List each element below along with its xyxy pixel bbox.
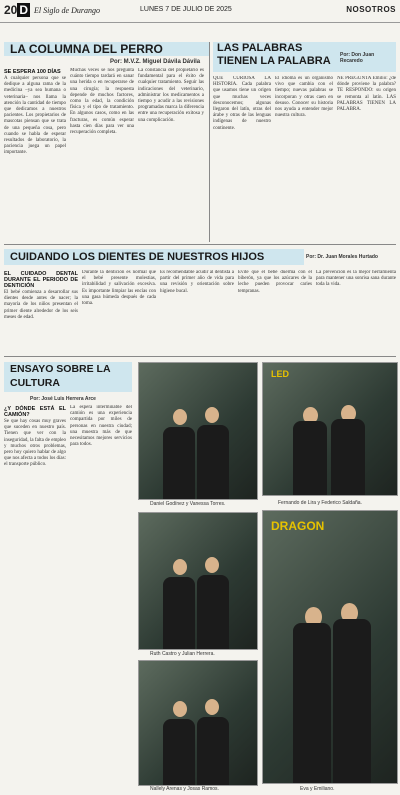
- dientes-col1: EL CUIDADO DENTAL DURANTE EL PERIODO DE DENTICIÓN El bebé comienza a desarrollar sus dientes desde antes de nacer; la mayoría de los niños presentan el primer diente alrededor de los seis meses de edad.: [4, 271, 78, 320]
- photo-5: [262, 510, 398, 784]
- dientes-col4: Evite que el bebé duerma con el biberón, ya que los azúcares de la leche pueden provocar caries tempranas.: [238, 270, 312, 294]
- photo-2: [262, 362, 398, 496]
- photo-5-caption: Eva y Emiliano.: [300, 786, 335, 792]
- dientes-title-band: [4, 249, 304, 265]
- photo-3-caption: Ruth Castro y Julian Herrera.: [150, 651, 215, 657]
- palabras-col1: QUE CURIOSA LA HISTORIA. Cada palabra que usamos tiene un origen que muchas veces desconocemos; algunas llegaron del latín, otras del árabe y otras de las lenguas indígenas de nuestro continente.: [213, 76, 271, 131]
- ensayo-title-line1: ENSAYO SOBRE LA: [10, 363, 111, 375]
- dientes-col5: La prevención es la mejor herramienta para mantener una sonrisa sana durante toda la vida.: [316, 270, 396, 288]
- column-perro-byline: Por: M.V.Z. Miguel Dávila Dávila: [110, 59, 201, 65]
- banner-text: LED: [271, 369, 289, 379]
- column-perro-subhead: SE ESPERA 100 DÍAS: [4, 69, 61, 75]
- dientes-col2: Durante la dentición es normal que el bebé presente molestias, irritabilidad y salivación excesiva. Es importante limpiar las encías con una gasa húmeda después de cada toma.: [82, 270, 156, 307]
- column-perro-title: LA COLUMNA DEL PERRO: [10, 42, 163, 56]
- photo-4-caption: Nallely Arenas y Josas Ramos.: [150, 786, 219, 792]
- page-number: 20 D: [4, 3, 29, 17]
- palabras-byline: Por: Don Juan Recaredo: [340, 52, 375, 64]
- photo-4: [138, 660, 258, 786]
- banner-text: DRAGON: [271, 519, 325, 533]
- dientes-byline: Por: Dr. Juan Morales Hurtado: [306, 254, 378, 260]
- column-divider: [209, 42, 210, 242]
- issue-date: LUNES 7 DE JULIO DE 2025: [140, 6, 232, 13]
- dientes-subhead: EL CUIDADO DENTAL DURANTE EL PERIODO DE DENTICIÓN: [4, 271, 78, 289]
- ensayo-col2: La espera interminable del camión es una experiencia compartida por miles de personas en nuestra ciudad; una muestra más de que necesitamos mejores servicios para todos.: [70, 405, 132, 448]
- dientes-title: CUIDANDO LOS DIENTES DE NUESTROS HIJOS: [10, 251, 265, 263]
- ensayo-title-line2: CULTURA: [10, 377, 60, 389]
- section-name: NOSOTROS: [346, 5, 396, 14]
- ensayo-title-band: [4, 362, 132, 392]
- section-divider: [4, 244, 396, 245]
- ensayo-byline: Por: José Luis Herrera Arce: [30, 396, 96, 402]
- photo-1-caption: Daniel Godínez y Vanessa Torres.: [150, 501, 226, 507]
- section-divider: [4, 356, 396, 357]
- newspaper-name: El Siglo de Durango: [34, 6, 100, 15]
- palabras-title-line2: TIENEN LA PALABRA: [217, 55, 331, 67]
- photo-3: [138, 512, 258, 650]
- ensayo-subhead: ¿Y DÓNDE ESTÁ EL CAMIÓN?: [4, 406, 66, 418]
- column-perro-col1: SE ESPERA 100 DÍAS A cualquier persona que se dedique a alguna rama de la medicina –ya sea humana o veterinaria– nos llama la atención la cantidad de tiempo que dedicamos a nuestros pacientes. Los propietarios de mascotas piensan que se trata de una pequeña cosa, pero cuando se habla de esperar resultados de laboratorio, la paciencia juega un papel importante.: [4, 69, 66, 156]
- palabras-col3: NE PREGUNTA Emilio: ¿de dónde proviene la palabra? TE RESPONDO: su origen se remonta al latín. LAS PALABRAS TIENEN LA PALABRA.: [337, 76, 396, 113]
- dientes-col3: Es recomendable acudir al dentista a partir del primer año de vida para una revisión y orientación sobre higiene bucal.: [160, 270, 234, 294]
- ensayo-col1: ¿Y DÓNDE ESTÁ EL CAMIÓN? Se que hay cosas muy graves que suceden en nuestro país. Tienen que ver con la inseguridad, la falta de empleo y muchos otros problemas, pero hoy quiero hablar de algo que nos afecta a todos los días: el transporte público.: [4, 406, 66, 468]
- column-perro-col2: Muchas veces se nos pregunta cuánto tiempo tardará en sanar una herida o en recuperarse de una cirugía; la respuesta depende de muchos factores, como la edad, la condición física y el tipo de tratamiento. En algunos casos, como en las fracturas, es común esperar hasta cien días para ver una recuperación completa.: [70, 68, 134, 136]
- palabras-title-line1: LAS PALABRAS: [217, 42, 303, 54]
- column-perro-col3: La constancia del propietario es fundamental para el éxito de cualquier tratamiento. Seguir las indicaciones del veterinario, administrar los medicamentos a tiempo y acudir a las revisiones programadas marca la diferencia entre una recuperación exitosa y una complicación.: [138, 68, 204, 123]
- palabras-col2: El idioma es un organismo vivo que cambia con el tiempo; nuevas palabras se incorporan y otras caen en desuso. Conocer su historia nos ayuda a entender mejor nuestra cultura.: [275, 76, 333, 119]
- photo-2-caption: Fernando de Lira y Federico Saldaña.: [278, 500, 362, 506]
- page-header: [0, 0, 400, 23]
- column-perro-title-band: [4, 42, 210, 56]
- photo-1: [138, 362, 258, 500]
